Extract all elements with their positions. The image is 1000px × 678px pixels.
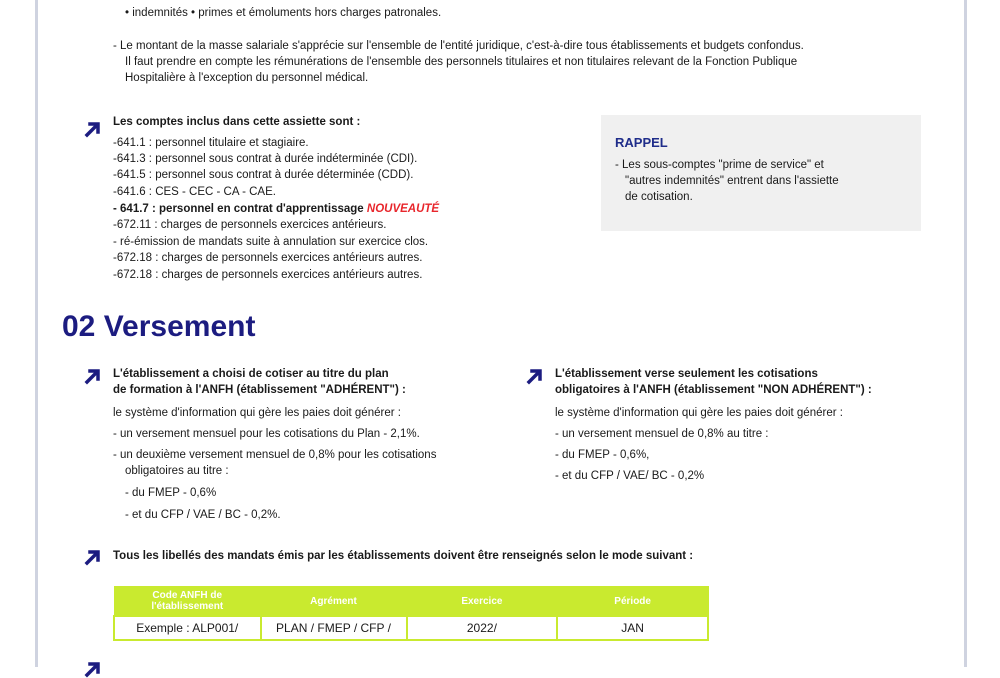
adherent-line: - un deuxième versement mensuel de 0,8% pour les cotisations	[113, 449, 437, 461]
indemnites-line: • indemnités • primes et émoluments hors charges patronales.	[125, 7, 442, 19]
rappel-line: "autres indemnités" entrent dans l'assiette	[625, 175, 839, 187]
compte-item-apprentissage	[113, 201, 439, 217]
masse-salariale-line1: - Le montant de la masse salariale s'apprécie sur l'ensemble de l'entité juridique, c'est-à-dire tous établissements et budgets confondus.	[113, 40, 804, 52]
compte-apprentissage-text: - 641.7 : personnel en contrat d'apprentissage	[113, 203, 367, 215]
adherent-line: - du FMEP - 0,6%	[125, 487, 217, 499]
table-cell: 2022/	[407, 616, 558, 640]
masse-salariale-line2: Il faut prendre en compte les rémunérations de l'ensemble des personnels titulaires et non titulaires relevant de la Fonction Publique	[125, 56, 798, 68]
table-header: Code ANFH de l'établissement	[114, 587, 261, 617]
compte-item: -641.1 : personnel titulaire et stagiaire.	[113, 137, 309, 149]
non-adherent-line: - un versement mensuel de 0,8% au titre :	[555, 428, 769, 440]
masse-salariale-line3: Hospitalière à l'exception du personnel médical.	[125, 72, 369, 84]
adherent-line: obligatoires au titre :	[125, 465, 229, 477]
table-cell: Exemple : ALP001/	[114, 616, 261, 640]
nouveaute-badge: NOUVEAUTÉ	[366, 203, 440, 215]
arrow-icon	[84, 548, 102, 566]
compte-item: -672.18 : charges de personnels exercices antérieurs autres.	[113, 269, 423, 281]
table-header: Agrément	[261, 587, 407, 617]
compte-item: -672.18 : charges de personnels exercices antérieurs autres.	[113, 252, 423, 264]
adherent-line: - un versement mensuel pour les cotisations du Plan - 2,1%.	[113, 428, 420, 440]
section-title: 02 Versement	[62, 310, 256, 343]
non-adherent-line: - et du CFP / VAE/ BC - 0,2%	[555, 470, 705, 482]
comptes-heading: Les comptes inclus dans cette assiette sont :	[113, 116, 361, 128]
compte-item: - ré-émission de mandats suite à annulation sur exercice clos.	[113, 236, 429, 248]
compte-item: -641.6 : CES - CEC - CA - CAE.	[113, 186, 276, 198]
non-adherent-heading: L'établissement verse seulement les cotisations	[555, 368, 818, 380]
adherent-heading: de formation à l'ANFH (établissement "ADHÉRENT") :	[113, 384, 406, 396]
compte-item: -641.3 : personnel sous contrat à durée indéterminée (CDI).	[113, 153, 418, 165]
non-adherent-heading: obligatoires à l'ANFH (établissement "NON ADHÉRENT") :	[555, 384, 872, 396]
libelles-table	[113, 586, 709, 641]
adherent-line: - et du CFP / VAE / BC - 0,2%.	[125, 509, 281, 521]
page-border-left	[35, 0, 38, 667]
arrow-icon	[84, 367, 102, 385]
adherent-heading: L'établissement a choisi de cotiser au titre du plan	[113, 368, 389, 380]
arrow-icon	[84, 120, 102, 138]
arrow-icon	[84, 660, 102, 678]
adherent-intro: le système d'information qui gère les paies doit générer :	[113, 407, 401, 419]
rappel-line: - Les sous-comptes "prime de service" et	[615, 159, 824, 171]
non-adherent-intro: le système d'information qui gère les paies doit générer :	[555, 407, 843, 419]
rappel-title: RAPPEL	[615, 135, 668, 150]
table-header: Exercice	[407, 587, 558, 617]
libelles-heading: Tous les libellés des mandats émis par les établissements doivent être renseignés selon le mode suivant :	[113, 550, 694, 562]
table-header-row	[114, 587, 708, 617]
table-header: Période	[557, 587, 708, 617]
table-cell: JAN	[557, 616, 708, 640]
compte-item: -641.5 : personnel sous contrat à durée déterminée (CDD).	[113, 169, 414, 181]
rappel-line: de cotisation.	[625, 191, 693, 203]
compte-item: -672.11 : charges de personnels exercices antérieurs.	[113, 219, 387, 231]
page-border-right	[964, 0, 967, 667]
rappel-box	[601, 115, 921, 231]
non-adherent-line: - du FMEP - 0,6%,	[555, 449, 650, 461]
arrow-icon	[526, 367, 544, 385]
table-cell: PLAN / FMEP / CFP /	[261, 616, 407, 640]
table-row	[114, 616, 708, 640]
